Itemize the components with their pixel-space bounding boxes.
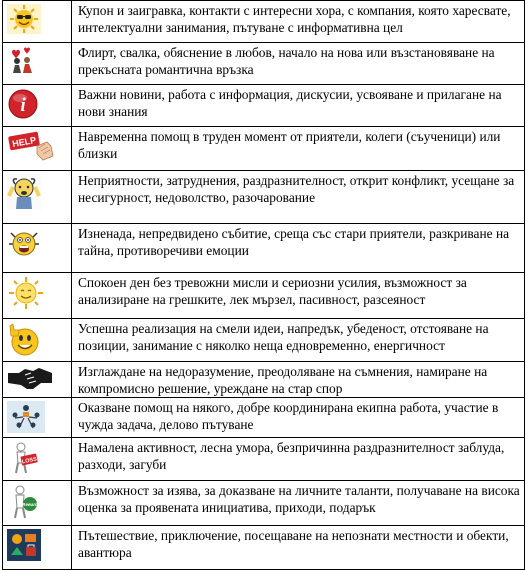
legend-row [3, 438, 525, 481]
legend-row [3, 85, 525, 127]
reward-label: Reward [22, 502, 38, 507]
legend-text: Успешна реализация на смели идеи, напредък, убеденост, отстояване на позиции, занимание с няколко неща едновременно, енергичност [78, 321, 489, 353]
legend-row [3, 171, 525, 224]
legend-row [3, 1, 525, 43]
legend-text: Флирт, свалка, обяснение в любов, начало на нова или възстановяване на прекъсната романтична връзка [78, 45, 495, 77]
legend-text: Купон и заигравка, контакти с интересни хора, с компания, която харесвате, интелектуални занимания, пътуване с информативна цел [78, 3, 511, 35]
legend-text: Навременна помощ в труден момент от приятели, колеги (съученици) или близки [78, 129, 501, 161]
teamwork-icon [7, 401, 45, 433]
legend-row [3, 481, 525, 526]
legend-text: Важни новини, работа с информация, дискусии, усвояване и прилагане на нови знания [78, 87, 502, 119]
legend-row [3, 224, 525, 273]
legend-text: Оказване помощ на някого, добре координирана екипна работа, участие в чужда задача, делово пътуване [78, 400, 499, 432]
legend-row [3, 273, 525, 319]
legend-row [3, 362, 525, 398]
couple-hearts-icon [7, 46, 37, 74]
legend-text: Изненада, непредвидено събитие, среща със стари приятели, разкриване на тайна, противоречиви емоции [78, 226, 510, 258]
loss-figure-icon [7, 441, 39, 475]
legend-text: Намалена активност, лесна умора, безпричинна раздразнителност заблуда, разходи, загуби [78, 440, 505, 472]
legend-text: Неприятности, затруднения, раздразнителност, открит конфликт, усещане за несигурност, недоволство, разочарование [78, 173, 515, 205]
help-label: HELP [11, 134, 37, 149]
horoscope-legend-table [2, 0, 525, 570]
loss-label: LOSS [21, 456, 38, 466]
legend-text: Спокоен ден без тревожни мисли и сериозни усилия, възможност за анализиране на грешките, лек мързел, пасивност, разсеяност [78, 275, 467, 307]
legend-text: Пътешествие, приключение, посещаване на непознати местности и обекти, авантюра [78, 528, 509, 560]
thumbs-up-smiley-icon [7, 322, 41, 358]
legend-row [3, 127, 525, 171]
travel-collage-icon [7, 529, 41, 561]
info-icon [7, 88, 39, 120]
info-letter: i [20, 95, 26, 116]
legend-row [3, 319, 525, 362]
legend-row [3, 398, 525, 438]
reward-figure-icon [7, 484, 39, 520]
help-sign-icon [7, 130, 57, 162]
legend-text: Изглаждане на недоразумение, преодоляване на съмнения, намиране на компромисно решение, уреждане на стар спор [78, 364, 488, 396]
legend-text: Възможност за изява, за доказване на личните таланти, получаване на висока оценка за проявената инициатива, приходи, подарък [78, 483, 520, 515]
legend-row [3, 526, 525, 570]
stressed-man-icon [7, 174, 41, 210]
handshake-icon [7, 365, 53, 391]
surprised-smiley-icon [7, 227, 41, 261]
sun-sunglasses-icon [7, 4, 41, 34]
calm-sun-icon [7, 276, 45, 310]
legend-row [3, 43, 525, 85]
